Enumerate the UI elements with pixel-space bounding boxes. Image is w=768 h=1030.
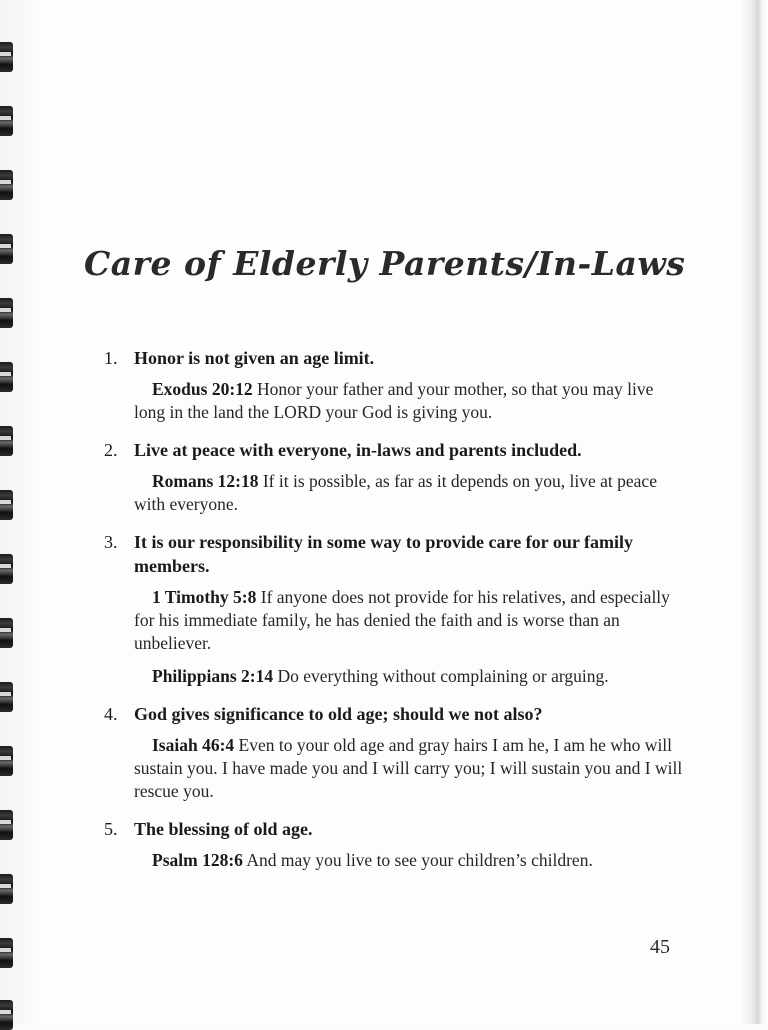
scripture-verse: [134, 734, 684, 803]
verse-reference: 1 Timothy 5:8: [152, 587, 257, 607]
scripture-verse: [134, 586, 684, 655]
item-heading: God gives significance to old age; should we not also?: [134, 704, 543, 724]
item-number: 5.: [104, 819, 118, 839]
binding-ring: [0, 682, 13, 712]
scripture-verse: [134, 849, 684, 872]
scripture-verse: [134, 665, 684, 688]
verse-reference: Philippians 2:14: [152, 666, 274, 686]
item-number: 1.: [104, 348, 118, 368]
list-item: [104, 530, 684, 688]
scripture-verse: [134, 378, 684, 424]
verse-text: And may you live to see your children’s children.: [242, 850, 593, 870]
item-heading: Honor is not given an age limit.: [134, 348, 375, 368]
binding-ring: [0, 746, 13, 776]
binding-ring: [0, 1000, 13, 1030]
binding-ring: [0, 106, 13, 136]
binding-ring: [0, 938, 13, 968]
page-title: Care of Elderly Parents/In-Laws: [84, 244, 686, 284]
item-heading: The blessing of old age.: [134, 819, 313, 839]
list-item: [104, 438, 684, 516]
binding-ring: [0, 426, 13, 456]
page-number: 45: [650, 936, 670, 958]
verse-text: Do everything without complaining or arguing.: [273, 666, 609, 686]
verse-reference: Psalm 128:6: [152, 850, 243, 870]
verse-text: Honor your father and your mother, so that you may live long in the land the LORD your God is giving you.: [134, 379, 654, 422]
item-heading: It is our responsibility in some way to provide care for our family members.: [134, 532, 634, 576]
binding-ring: [0, 874, 13, 904]
verse-text: Even to your old age and gray hairs I am he, I am he who will sustain you. I have made you and I will carry you; I will sustain you and I will rescue you.: [134, 735, 683, 801]
binding-ring: [0, 170, 13, 200]
binding-ring: [0, 362, 13, 392]
item-heading: Live at peace with everyone, in-laws and parents included.: [134, 440, 582, 460]
item-number: 2.: [104, 440, 118, 460]
binding-ring: [0, 234, 13, 264]
points-list: [104, 346, 684, 886]
item-number: 4.: [104, 704, 118, 724]
item-number: 3.: [104, 532, 118, 552]
spiral-binding: [0, 0, 16, 1024]
verse-reference: Exodus 20:12: [152, 379, 253, 399]
verse-text: If it is possible, as far as it depends on you, live at peace with everyone.: [134, 471, 657, 514]
binding-ring: [0, 42, 13, 72]
list-item: [104, 817, 684, 872]
verse-reference: Romans 12:18: [152, 471, 259, 491]
binding-ring: [0, 490, 13, 520]
binding-ring: [0, 554, 13, 584]
binding-ring: [0, 618, 13, 648]
list-item: [104, 702, 684, 803]
verse-reference: Isaiah 46:4: [152, 735, 235, 755]
list-item: [104, 346, 684, 424]
scripture-verse: [134, 470, 684, 516]
binding-ring: [0, 810, 13, 840]
binding-ring: [0, 298, 13, 328]
verse-text: If anyone does not provide for his relatives, and especially for his immediate family, he has denied the faith and is worse than an unbeliever.: [134, 587, 670, 653]
